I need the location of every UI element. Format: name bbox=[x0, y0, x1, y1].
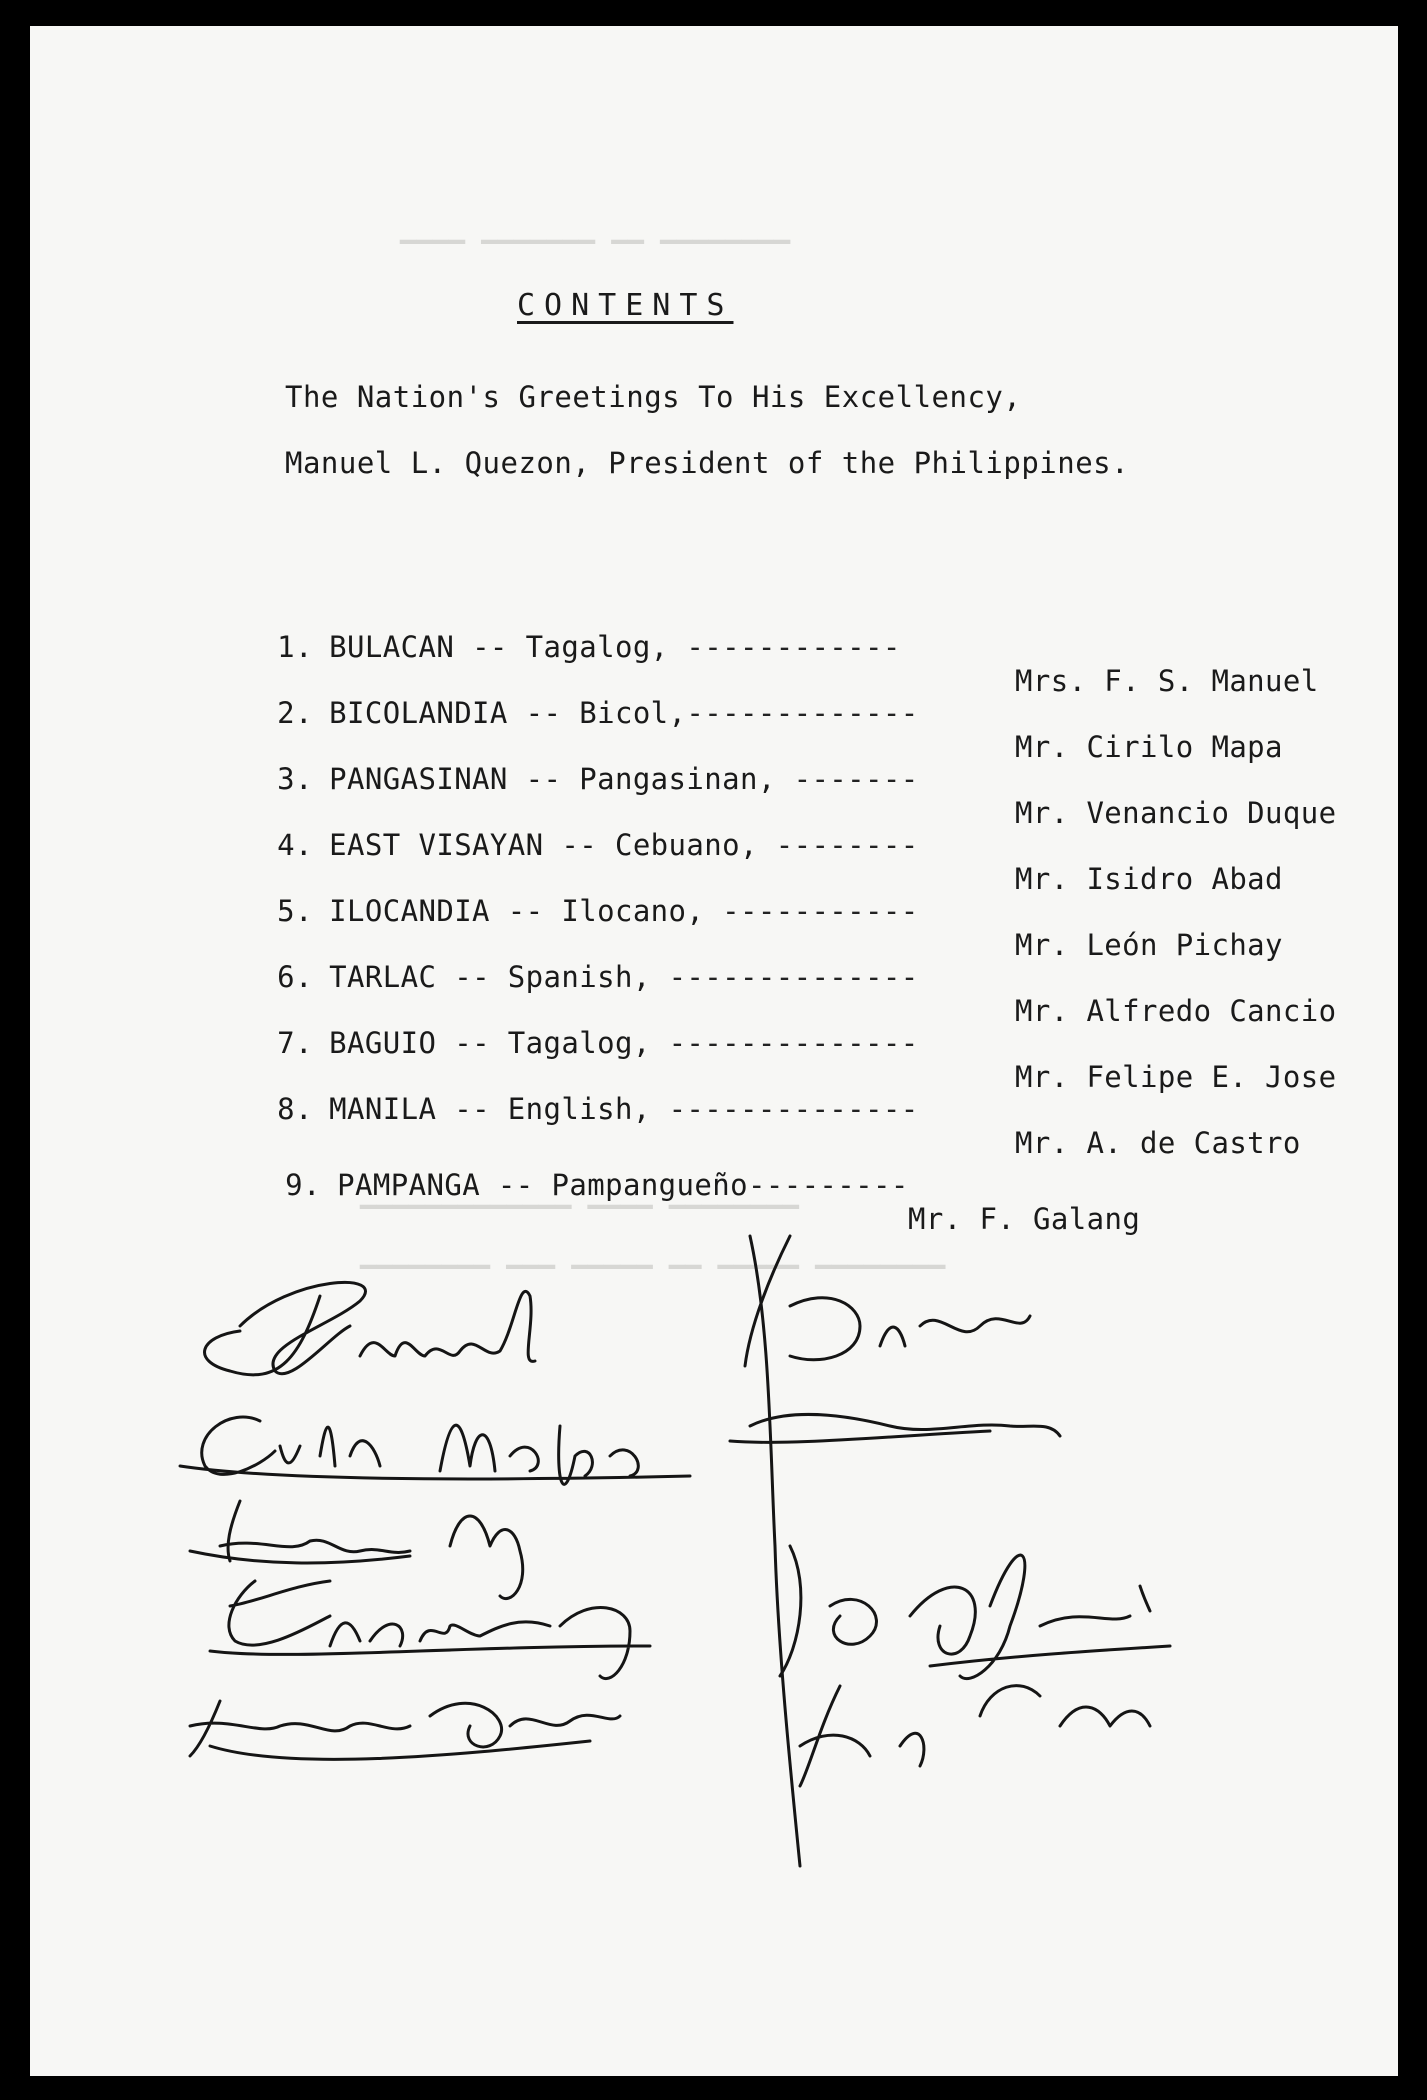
item-speaker: Mrs. F. S. Manuel bbox=[1015, 664, 1319, 698]
item-region: BULACAN bbox=[329, 630, 455, 664]
item-region: PANGASINAN bbox=[329, 762, 508, 796]
item-region: BICOLANDIA bbox=[329, 696, 508, 730]
item-language: Bicol, bbox=[579, 696, 687, 730]
item-region: BAGUIO bbox=[329, 1026, 437, 1060]
signature-de-castro bbox=[800, 1686, 1150, 1786]
item-speaker: Mr. F. Galang bbox=[908, 1202, 1141, 1236]
item-speaker: Mr. León Pichay bbox=[1015, 928, 1283, 962]
item-leader: --------- bbox=[747, 1168, 909, 1202]
item-speaker: Mr. Felipe E. Jose bbox=[1015, 1060, 1337, 1094]
item-leader: -------- bbox=[775, 828, 919, 862]
item-number: 2. bbox=[277, 696, 313, 730]
item-language: Spanish, bbox=[507, 960, 651, 994]
greeting-line-2: Manuel L. Quezon, President of the Philippines. bbox=[285, 446, 1130, 480]
item-number: 6. bbox=[277, 960, 313, 994]
list-item: 4. EAST VISAYAN -- Cebuano, -------- Mr. Isidro Abad bbox=[277, 828, 1283, 896]
list-item: 1. BULACAN -- Tagalog, ------------ Mrs. F. S. Manuel bbox=[277, 630, 1319, 698]
item-number: 5. bbox=[277, 894, 313, 928]
signature-felipe-jose bbox=[780, 1546, 1170, 1679]
item-number: 8. bbox=[277, 1092, 313, 1126]
bleed-through-text: ▔▔▔▔▔▔▔▔▔▔▔▔▔ ▔▔▔▔ ▔▔▔▔▔▔▔▔ bbox=[360, 1206, 799, 1237]
item-leader: ------- bbox=[793, 762, 919, 796]
item-language: Pangasinan, bbox=[579, 762, 776, 796]
item-number: 9. bbox=[285, 1168, 321, 1202]
bleed-through-text: ▔▔▔▔ ▔▔▔▔▔▔▔ ▔▔ ▔▔▔▔▔▔▔▔ bbox=[400, 241, 791, 272]
item-language: Pampangueño bbox=[551, 1168, 748, 1202]
item-speaker: Mr. Venancio Duque bbox=[1015, 796, 1337, 830]
list-item: 7. BAGUIO -- Tagalog, -------------- Mr. Felipe E. Jose bbox=[277, 1026, 1337, 1094]
greeting-line-1: The Nation's Greetings To His Excellency, bbox=[285, 380, 1022, 414]
signature-cirilo-mapa bbox=[180, 1417, 690, 1484]
item-language: Tagalog, bbox=[507, 1026, 651, 1060]
list-item: 2. BICOLANDIA -- Bicol,------------- Mr. Cirilo Mapa bbox=[277, 696, 1283, 764]
item-region: EAST VISAYAN bbox=[329, 828, 544, 862]
item-speaker: Mr. Alfredo Cancio bbox=[1015, 994, 1337, 1028]
list-item: 5. ILOCANDIA -- Ilocano, ----------- Mr. León Pichay bbox=[277, 894, 1283, 962]
signature-cancio bbox=[730, 1414, 1060, 1442]
item-language: Cebuano, bbox=[614, 828, 758, 862]
signatures-block bbox=[30, 26, 1398, 2076]
item-number: 3. bbox=[277, 762, 313, 796]
item-language: Ilocano, bbox=[561, 894, 705, 928]
item-language: Tagalog, bbox=[525, 630, 669, 664]
bleed-through-text: ▔▔▔▔▔▔▔▔ ▔▔▔ ▔▔▔▔▔ ▔▔ ▔▔▔▔▔ ▔▔▔▔▔▔▔▔ bbox=[360, 1266, 946, 1297]
item-region: TARLAC bbox=[329, 960, 437, 994]
list-item: 9. PAMPANGA -- Pampangueño--------- Mr. F. Galang bbox=[285, 1168, 1141, 1236]
item-number: 4. bbox=[277, 828, 313, 862]
signature-isidro-abad bbox=[190, 1501, 523, 1599]
list-item: 8. MANILA -- English, -------------- Mr. A. de Castro bbox=[277, 1092, 1301, 1160]
item-leader: -------------- bbox=[668, 1092, 919, 1126]
item-number: 7. bbox=[277, 1026, 313, 1060]
document-page bbox=[30, 26, 1398, 2076]
signature-pichay bbox=[745, 1236, 1030, 1366]
list-item: 6. TARLAC -- Spanish, -------------- Mr. Alfredo Cancio bbox=[277, 960, 1337, 1028]
item-leader: ------------- bbox=[686, 696, 919, 730]
item-region: ILOCANDIA bbox=[329, 894, 490, 928]
item-speaker: Mr. Isidro Abad bbox=[1015, 862, 1283, 896]
item-leader: ----------- bbox=[722, 894, 919, 928]
item-speaker: Mr. Cirilo Mapa bbox=[1015, 730, 1283, 764]
item-region: MANILA bbox=[329, 1092, 437, 1126]
item-leader: -------------- bbox=[668, 1026, 919, 1060]
item-leader: ------------ bbox=[686, 630, 901, 664]
item-leader: -------------- bbox=[668, 960, 919, 994]
signature-manuel bbox=[205, 1282, 535, 1374]
signature-venancio-duque bbox=[190, 1701, 620, 1759]
list-item: 3. PANGASINAN -- Pangasinan, ------- Mr. Venancio Duque bbox=[277, 762, 1337, 830]
item-number: 1. bbox=[277, 630, 313, 664]
signature-filomeno-galang bbox=[210, 1581, 650, 1679]
item-language: English, bbox=[507, 1092, 651, 1126]
contents-heading: CONTENTS bbox=[517, 288, 734, 323]
item-speaker: Mr. A. de Castro bbox=[1015, 1126, 1301, 1160]
item-region: PAMPANGA bbox=[337, 1168, 481, 1202]
